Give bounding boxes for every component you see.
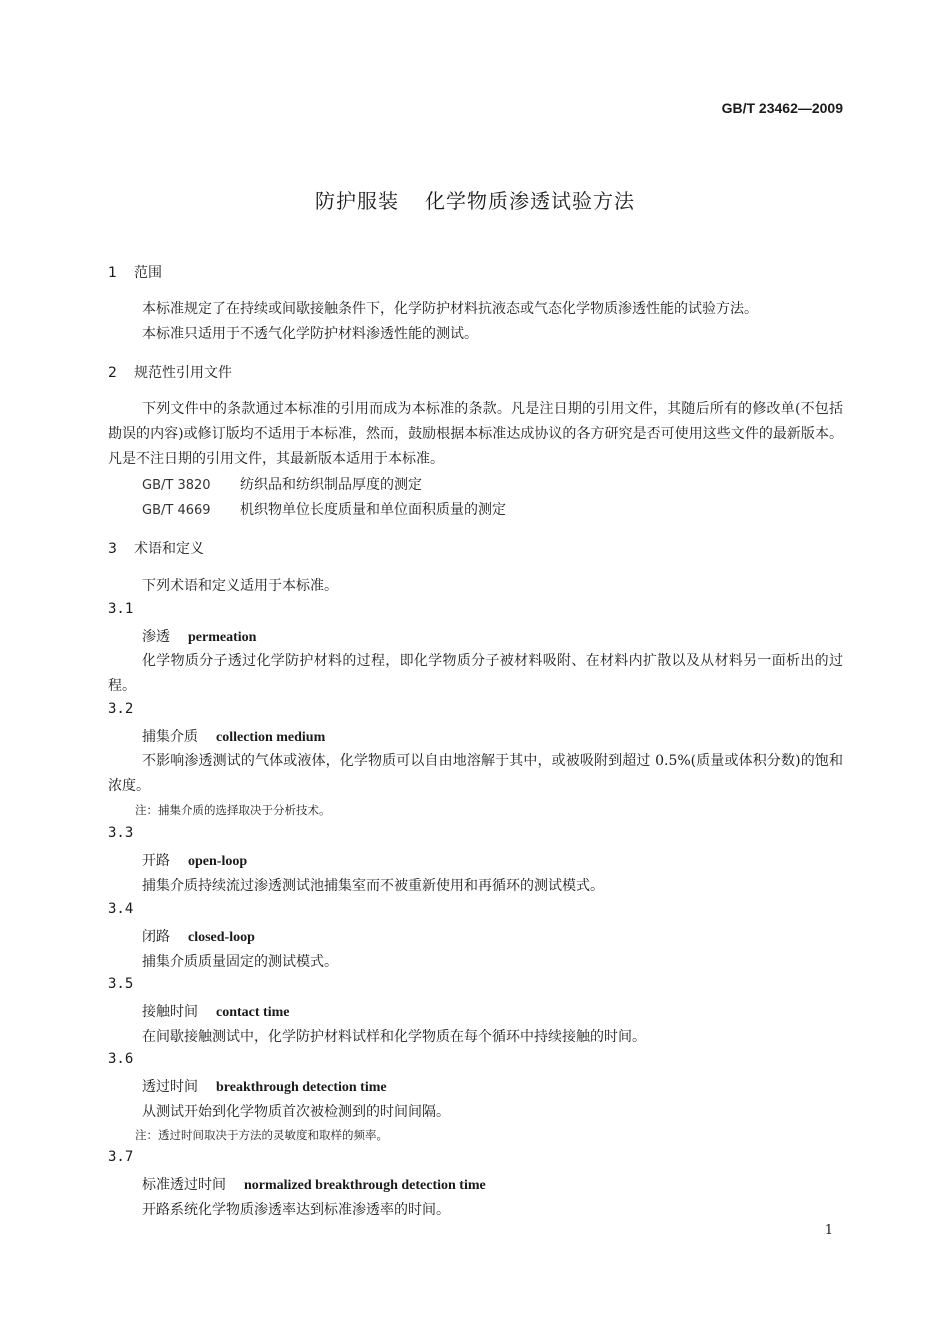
reference-item: GB/T 3820 纺织品和纺织制品厚度的测定 <box>142 477 422 493</box>
term-definition: 捕集介质质量固定的测试模式。 <box>142 954 338 970</box>
term-definition: 从测试开始到化学物质首次被检测到的时间间隔。 <box>142 1104 450 1120</box>
section-1-paragraph-1: 本标准规定了在持续或间歇接触条件下，化学防护材料抗液态或气态化学物质渗透性能的试验方法。 <box>142 301 758 317</box>
page-number: 1 <box>824 1223 833 1238</box>
section-2-paragraph: 下列文件中的条款通过本标准的引用而成为本标准的条款。凡是注日期的引用文件，其随后所有的修改单(不包括勘误的内容)或修订版均不适用于本标准，然而，鼓励根据本标准达成协议的各方研究是否可使用这些文件的最新版本。凡是不注日期的引用文件，其最新版本适用于本标准。 <box>108 401 843 467</box>
term-title: 透过时间 breakthrough detection time <box>142 1079 387 1095</box>
term-definition: 捕集介质持续流过渗透测试池捕集室而不被重新使用和再循环的测试模式。 <box>142 878 604 894</box>
term-title: 闭路 closed-loop <box>142 929 255 945</box>
section-1-heading: 1 范围 <box>108 265 162 281</box>
clause-number: 3.2 <box>108 701 134 717</box>
term-definition: 开路系统化学物质渗透率达到标准渗透率的时间。 <box>142 1202 450 1218</box>
term-definition: 不影响渗透测试的气体或液体，化学物质可以自由地溶解于其中，或被吸附到超过 0.5%(质量或体积分数)的饱和浓度。 <box>108 753 843 794</box>
clause-number: 3.4 <box>108 901 134 917</box>
clause-number: 3.7 <box>108 1149 134 1165</box>
term-title: 捕集介质 collection medium <box>142 729 326 745</box>
title-part1: 防护服装 <box>315 189 399 213</box>
standard-number: GB/T 23462—2009 <box>721 100 843 116</box>
term-title: 标准透过时间 normalized breakthrough detection time <box>142 1177 486 1193</box>
term-note: 注：透过时间取决于方法的灵敏度和取样的频率。 <box>135 1128 388 1142</box>
clause-number: 3.5 <box>108 976 134 992</box>
reference-item: GB/T 4669 机织物单位长度质量和单位面积质量的测定 <box>142 502 506 518</box>
document-title <box>0 185 950 214</box>
section-1-paragraph-2: 本标准只适用于不透气化学防护材料渗透性能的测试。 <box>142 326 478 342</box>
term-note: 注：捕集介质的选择取决于分析技术。 <box>135 803 331 817</box>
clause-number: 3.6 <box>108 1051 134 1067</box>
title-part2: 化学物质渗透试验方法 <box>425 189 635 213</box>
clause-number: 3.1 <box>108 601 134 617</box>
clause-number: 3.3 <box>108 825 134 841</box>
term-title: 开路 open-loop <box>142 853 248 869</box>
term-title: 接触时间 contact time <box>142 1004 290 1020</box>
term-definition: 在间歇接触测试中，化学防护材料试样和化学物质在每个循环中持续接触的时间。 <box>142 1029 646 1045</box>
term-definition: 化学物质分子透过化学防护材料的过程，即化学物质分子被材料吸附、在材料内扩散以及从材料另一面析出的过程。 <box>108 653 843 694</box>
section-2-heading: 2 规范性引用文件 <box>108 365 232 381</box>
section-3-intro: 下列术语和定义适用于本标准。 <box>142 578 338 594</box>
term-title: 渗透 permeation <box>142 629 257 645</box>
section-3-heading: 3 术语和定义 <box>108 541 204 557</box>
